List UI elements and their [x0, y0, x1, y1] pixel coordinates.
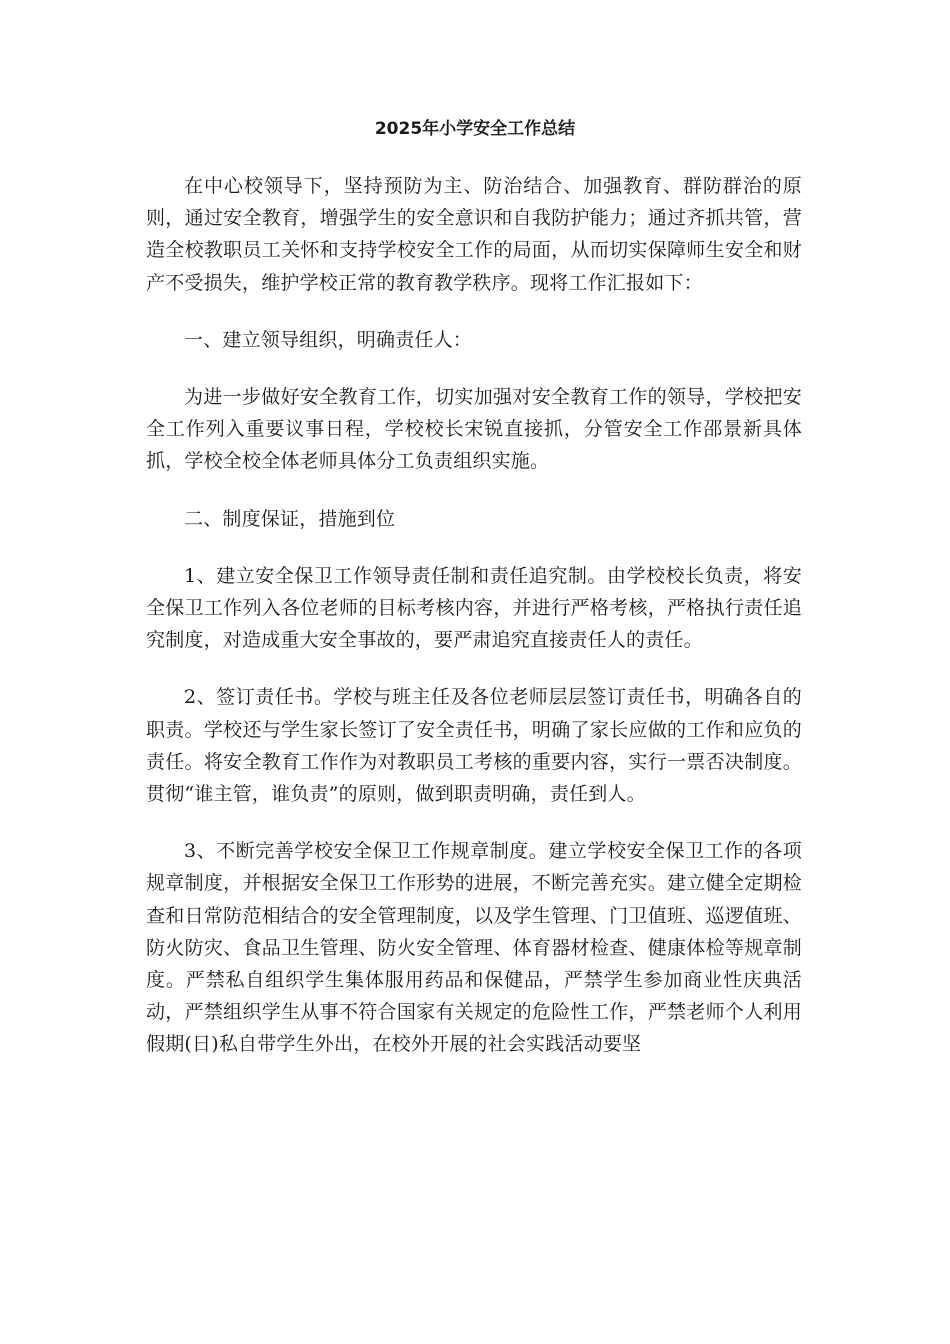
document-body: [146, 170, 802, 1086]
paragraph-item-3: 3、不断完善学校安全保卫工作规章制度。建立学校安全保卫工作的各项规章制度，并根据安全保卫工作形势的进展，不断完善充实。建立健全定期检查和日常防范相结合的安全管理制度，以及学生管理、门卫值班、巡逻值班、防火防灾、食品卫生管理、防火安全管理、体育器材检查、健康体检等规章制度。严禁私自组织学生集体服用药品和保健品，严禁学生参加商业性庆典活动，严禁组织学生从事不符合国家有关规定的危险性工作，严禁老师个人利用假期(日)私自带学生外出，在校外开展的社会实践活动要坚: [146, 840, 802, 1056]
paragraph-leadership: 为进一步做好安全教育工作，切实加强对安全教育工作的领导，学校把安全工作列入重要议事日程，学校校长宋锐直接抓，分管安全工作邵景新具体抓，学校全校全体老师具体分工负责组织实施。: [146, 386, 802, 473]
section-heading-2: 二、制度保证，措施到位: [184, 507, 396, 530]
section-heading-1: 一、建立领导组织，明确责任人：: [184, 328, 473, 351]
paragraph-intro: 在中心校领导下，坚持预防为主、防治结合、加强教育、群防群治的原则，通过安全教育，增强学生的安全意识和自我防护能力；通过齐抓共管，营造全校教职员工关怀和支持学校安全工作的局面，从而切实保障师生安全和财产不受损失，维护学校正常的教育教学秩序。现将工作汇报如下：: [146, 175, 802, 294]
document-title: 2025年小学安全工作总结: [374, 119, 576, 139]
paragraph-item-2: 2、签订责任书。学校与班主任及各位老师层层签订责任书，明确各自的职责。学校还与学生家长签订了安全责任书，明确了家长应做的工作和应负的责任。将安全教育工作作为对教职员工考核的重要内容，实行一票否决制度。贯彻“谁主管，谁负责”的原则，做到职责明确，责任到人。: [146, 686, 802, 806]
paragraph-item-1: 1、建立安全保卫工作领导责任制和责任追究制。由学校校长负责，将安全保卫工作列入各位老师的目标考核内容，并进行严格考核，严格执行责任追究制度，对造成重大安全事故的，要严肃追究直接责任人的责任。: [146, 564, 802, 652]
